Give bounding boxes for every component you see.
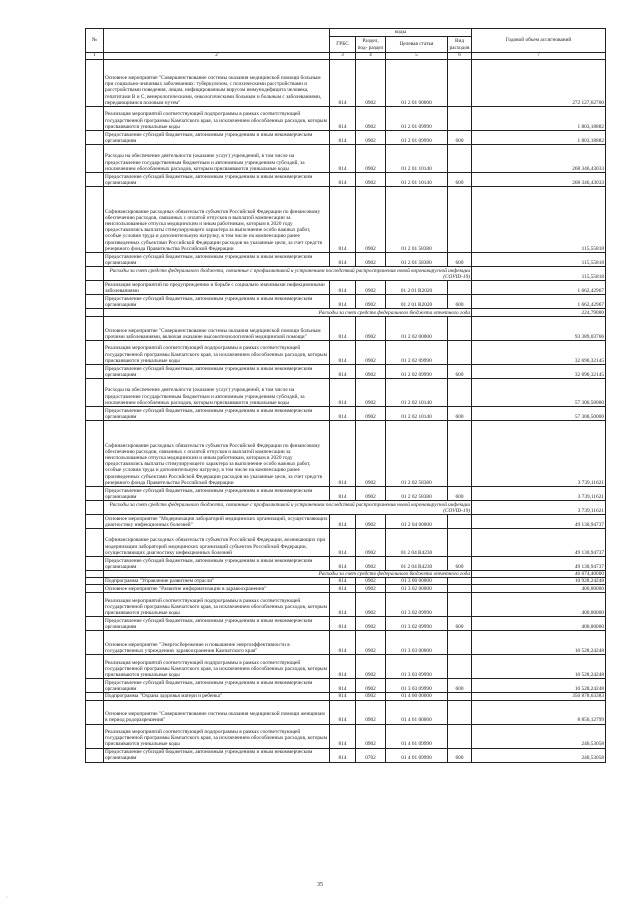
row-amount: 93 389,03766	[472, 317, 606, 341]
row-razdel: 0902	[356, 341, 386, 365]
row-target-article: 01 2 01 10140	[386, 173, 448, 187]
header-razdel: Раздел, под- раздел	[356, 37, 386, 53]
row-number-cell	[86, 700, 104, 724]
table-note-row	[86, 501, 606, 515]
row-razdel: 0902	[356, 655, 386, 679]
row-grbs: 814	[330, 748, 356, 762]
table-row	[86, 317, 606, 341]
row-razdel: 0902	[356, 60, 386, 107]
row-razdel: 0902	[356, 693, 386, 700]
row-expense-type	[448, 421, 472, 487]
row-razdel: 0902	[356, 173, 386, 187]
row-grbs: 814	[330, 379, 356, 407]
row-description: Предоставление субсидий бюджетным, автономным учреждениям и иным некоммерческим организациям	[104, 679, 330, 693]
row-grbs: 814	[330, 529, 356, 557]
table-row	[86, 187, 606, 253]
row-number-cell	[86, 748, 104, 762]
row-target-article: 01 4 00 00000	[386, 693, 448, 700]
row-razdel: 0902	[356, 187, 386, 253]
row-expense-type	[448, 529, 472, 557]
row-number-cell	[86, 529, 104, 557]
row-expense-type	[448, 724, 472, 748]
row-grbs: 814	[330, 407, 356, 421]
row-target-article: 01 2 01 10140	[386, 145, 448, 173]
row-grbs: 814	[330, 655, 356, 679]
row-number-cell	[86, 578, 104, 585]
row-description: Расходы на обеспечение деятельности (оказание услуг) учреждений, в том числе на предоставление государственным бюджетным и автономным учреждениям субсидий, за исключением обособленных расходов, которым присваиваются уникальные коды	[104, 379, 330, 407]
row-expense-type	[448, 107, 472, 131]
row-description: Реализация мероприятий соответствующей подпрограммы в рамках соответствующей государственной программы Камчатского края, за исключением обособленных расходов, которым присваиваются уникальные коды	[104, 655, 330, 679]
row-amount: 49 130,94737	[472, 557, 606, 571]
row-grbs: 814	[330, 187, 356, 253]
row-expense-type: 600	[448, 617, 472, 631]
row-grbs: 814	[330, 515, 356, 529]
row-number-cell	[86, 557, 104, 571]
row-target-article: 01 2 01 09990	[386, 107, 448, 131]
row-target-article: 01 3 03 00000	[386, 631, 448, 655]
header-expense-type: Вид расходов	[449, 38, 470, 51]
row-amount: 3 739,11621	[472, 487, 606, 501]
row-number-cell	[86, 145, 104, 173]
table-row	[86, 724, 606, 748]
row-grbs: 814	[330, 145, 356, 173]
row-description: Основное мероприятие "Совершенствование системы оказания медицинской помощи больным прочими заболеваниями, включая оказание высокотехнологичной медицинской помощи"	[104, 317, 330, 341]
row-razdel: 0902	[356, 145, 386, 173]
table-row	[86, 693, 606, 700]
row-expense-type: 600	[448, 557, 472, 571]
row-description: Подпрограмма "Управление развитием отрасли"	[104, 578, 330, 585]
row-amount: 46 674,40000	[472, 571, 606, 578]
row-number-cell	[86, 421, 104, 487]
row-number-cell	[86, 107, 104, 131]
table-row	[86, 365, 606, 379]
row-expense-type: 600	[448, 295, 472, 309]
row-grbs: 814	[330, 487, 356, 501]
row-razdel: 0902	[356, 585, 386, 593]
row-description: Предоставление субсидий бюджетным, автономным учреждениям и иным некоммерческим организациям	[104, 131, 330, 145]
table-row	[86, 421, 606, 487]
row-grbs: 814	[330, 679, 356, 693]
table-row	[86, 487, 606, 501]
column-index: 2	[104, 53, 330, 60]
row-expense-type	[448, 145, 472, 173]
row-expense-type	[448, 593, 472, 617]
row-amount: 10 528,24248	[472, 631, 606, 655]
header-number: №	[86, 29, 104, 53]
row-target-article: 01 2 01 R2020	[386, 281, 448, 295]
row-number-cell	[86, 365, 104, 379]
row-number-cell	[86, 593, 104, 617]
row-amount: 10 528,24248	[472, 655, 606, 679]
header-total: Годовой объем ассигнований	[472, 29, 606, 53]
row-amount: 32 690,32145	[472, 365, 606, 379]
row-number-cell	[86, 679, 104, 693]
row-grbs: 814	[330, 693, 356, 700]
row-grbs: 814	[330, 295, 356, 309]
row-razdel: 0902	[356, 107, 386, 131]
table-note-row	[86, 309, 606, 317]
row-expense-type	[448, 317, 472, 341]
row-number-cell	[86, 60, 104, 107]
table-row	[86, 557, 606, 571]
row-number-cell	[86, 253, 104, 267]
row-note-description: Расходы за счет средств федерального бюджета отчетного года	[104, 571, 472, 578]
row-number-cell	[86, 693, 104, 700]
header-grbs: ГРБС	[330, 37, 356, 53]
row-razdel: 0902	[356, 515, 386, 529]
row-description: Предоставление субсидий бюджетным, автономным учреждениям и иным некоммерческим организациям	[104, 407, 330, 421]
row-razdel: 0902	[356, 407, 386, 421]
row-number-cell	[86, 173, 104, 187]
row-grbs: 814	[330, 557, 356, 571]
row-description: Реализация мероприятий соответствующей подпрограммы в рамках соответствующей государственной программы Камчатского края, за исключением обособленных расходов, которым присваиваются уникальные коды	[104, 593, 330, 617]
row-expense-type: 600	[448, 131, 472, 145]
row-description: Основное мероприятие "Развитие информатизации в здравоохранении"	[104, 585, 330, 593]
row-expense-type	[448, 281, 472, 295]
row-number-cell	[86, 309, 104, 317]
row-description: Софинансирование расходных обязательств субъектов Российской Федерации по финансовому обеспечению расходов, связанных с оплатой отпусков и выплатой компенсации за неиспользованные отпуска медицинским и иным работникам, которым в 2020 году предоставлялись выплаты стимулирующего характера за выполнение особо важных работ, особые условия труда и дополнительную нагрузку, в том числе на компенсацию ранее произведенных субъектами Российской Федерации расходов на указанные цели, за счет средств резервного фонда Правительства Российской Федерации	[104, 187, 330, 253]
row-number-cell	[86, 187, 104, 253]
row-note-description: Расходы за счет средств федерального бюджета отчетного года	[104, 309, 472, 317]
row-expense-type	[448, 655, 472, 679]
row-number-cell	[86, 131, 104, 145]
table-row	[86, 515, 606, 529]
row-amount: 8 850,12799	[472, 700, 606, 724]
table-row	[86, 295, 606, 309]
row-razdel: 0902	[356, 295, 386, 309]
row-target-article: 01 3 02 00000	[386, 585, 448, 593]
row-amount: 10 528,24248	[472, 679, 606, 693]
row-description: Реализация мероприятий соответствующей подпрограммы в рамках соответствующей государственной программы Камчатского края, за исключением обособленных расходов, которым присваиваются уникальные коды	[104, 107, 330, 131]
table-row	[86, 107, 606, 131]
row-number-cell	[86, 267, 104, 281]
row-description: Предоставление субсидий бюджетным, автономным учреждениям и иным некоммерческим организациям	[104, 557, 330, 571]
row-target-article: 01 4 01 00000	[386, 700, 448, 724]
row-number-cell	[86, 724, 104, 748]
header-target-article: Целевая статья	[386, 37, 448, 53]
row-grbs: 814	[330, 593, 356, 617]
row-grbs: 814	[330, 173, 356, 187]
row-amount: 3 739,11621	[472, 501, 606, 515]
row-razdel: 0902	[356, 379, 386, 407]
row-description: Предоставление субсидий бюджетным, автономным учреждениям и иным некоммерческим организациям	[104, 173, 330, 187]
row-razdel: 0902	[356, 317, 386, 341]
row-target-article: 01 2 01 00000	[386, 60, 448, 107]
row-expense-type	[448, 631, 472, 655]
row-amount: 49 130,94737	[472, 515, 606, 529]
table-header	[86, 29, 606, 60]
row-razdel: 0902	[356, 617, 386, 631]
row-target-article: 01 2 01 58380	[386, 187, 448, 253]
row-target-article: 01 3 00 00000	[386, 578, 448, 585]
row-grbs: 814	[330, 317, 356, 341]
row-number-cell	[86, 379, 104, 407]
row-razdel: 0902	[356, 578, 386, 585]
row-expense-type	[448, 187, 472, 253]
row-amount: 268 346,43033	[472, 173, 606, 187]
row-target-article: 01 2 04 R4230	[386, 557, 448, 571]
row-expense-type: 600	[448, 253, 472, 267]
row-number-cell	[86, 585, 104, 593]
row-razdel: 0902	[356, 557, 386, 571]
row-expense-type	[448, 700, 472, 724]
row-expense-type	[448, 60, 472, 107]
row-expense-type	[448, 585, 472, 593]
header-codes: коды	[330, 29, 472, 37]
table-row	[86, 173, 606, 187]
row-grbs: 814	[330, 365, 356, 379]
table-row	[86, 748, 606, 762]
row-target-article: 01 3 03 09990	[386, 679, 448, 693]
row-target-article: 01 2 04 R4230	[386, 529, 448, 557]
column-index: 1	[86, 53, 104, 60]
budget-allocation-table	[85, 28, 606, 763]
row-razdel: 0902	[356, 131, 386, 145]
row-amount: 272 127,62700	[472, 60, 606, 107]
row-target-article: 01 4 01 09990	[386, 748, 448, 762]
row-grbs: 814	[330, 724, 356, 748]
row-expense-type	[448, 693, 472, 700]
row-number-cell	[86, 515, 104, 529]
column-index: 3	[330, 53, 356, 60]
table-row	[86, 578, 606, 585]
row-number-cell	[86, 281, 104, 295]
row-target-article: 01 2 04 00000	[386, 515, 448, 529]
table-row	[86, 341, 606, 365]
row-target-article: 01 2 01 R2020	[386, 295, 448, 309]
row-note-description: Расходы за счет средств федерального бюджета, связанные с профилактикой и устранением последствий распространения новой коронавирусной инфекции (COVID-19)	[104, 267, 472, 281]
row-target-article: 01 2 02 10140	[386, 379, 448, 407]
column-index: 5	[386, 53, 448, 60]
row-razdel: 0902	[356, 700, 386, 724]
row-description: Реализация мероприятий соответствующей подпрограммы в рамках соответствующей государственной программы Камчатского края, за исключением обособленных расходов, которым присваиваются уникальные коды	[104, 341, 330, 365]
row-amount: 240,53058	[472, 724, 606, 748]
row-description: Софинансирование расходных обязательств субъектов Российской Федерации по финансовому обеспечению расходов, связанных с оплатой отпусков и выплатой компенсации за неиспользованные отпуска медицинским и иным работникам, которым в 2020 году предоставлялись выплаты стимулирующего характера за выполнение особо важных работ, особые условия труда и дополнительную нагрузку, в том числе на компенсацию ранее произведенных субъектами Российской Федерации расходов на указанные цели, за счет средств резервного фонда Правительства Российской Федерации	[104, 421, 330, 487]
row-expense-type	[448, 578, 472, 585]
scan-mark: ·	[6, 895, 8, 901]
row-description: Реализация мероприятий соответствующей подпрограммы в рамках соответствующей государственной программы Камчатского края, за исключением обособленных расходов, которым присваиваются уникальные коды	[104, 724, 330, 748]
row-amount: 268 346,43033	[472, 145, 606, 173]
row-razdel: 0902	[356, 253, 386, 267]
row-razdel: 0902	[356, 679, 386, 693]
row-amount: 57 300,50000	[472, 407, 606, 421]
row-number-cell	[86, 617, 104, 631]
row-amount: 3 739,11621	[472, 421, 606, 487]
row-expense-type: 600	[448, 487, 472, 501]
row-amount: 115,55818	[472, 253, 606, 267]
row-amount: 400,00000	[472, 585, 606, 593]
row-grbs: 814	[330, 253, 356, 267]
row-target-article: 01 3 03 09990	[386, 655, 448, 679]
row-target-article: 01 3 02 09990	[386, 593, 448, 617]
row-description: Подпрограмма "Охрана здоровья матери и ребенка"	[104, 693, 330, 700]
column-index: 4	[356, 53, 386, 60]
row-description: Предоставление субсидий бюджетным, автономным учреждениям и иным некоммерческим организациям	[104, 748, 330, 762]
table-note-row	[86, 267, 606, 281]
table-row	[86, 407, 606, 421]
table-row	[86, 253, 606, 267]
row-description: Основное мероприятие "Совершенствование системы оказания медицинской помощи женщинам в период родоразрешения"	[104, 700, 330, 724]
row-target-article: 01 3 02 09990	[386, 617, 448, 631]
row-description: Расходы на обеспечение деятельности (оказание услуг) учреждений, в том числе на предоставление государственным бюджетным и автономным учреждениям субсидий, за исключением обособленных расходов, которым присваиваются уникальные коды	[104, 145, 330, 173]
row-description: Предоставление субсидий бюджетным, автономным учреждениям и иным некоммерческим организациям	[104, 365, 330, 379]
row-number-cell	[86, 655, 104, 679]
row-number-cell	[86, 487, 104, 501]
table-row	[86, 145, 606, 173]
row-number-cell	[86, 571, 104, 578]
row-number-cell	[86, 295, 104, 309]
row-description: Предоставление субсидий бюджетным, автономным учреждениям и иным некоммерческим организациям	[104, 487, 330, 501]
row-razdel: 0902	[356, 365, 386, 379]
row-expense-type	[448, 379, 472, 407]
row-amount: 115,55818	[472, 187, 606, 253]
row-razdel: 0902	[356, 631, 386, 655]
table-row	[86, 631, 606, 655]
row-number-cell	[86, 501, 104, 515]
row-expense-type: 600	[448, 365, 472, 379]
row-description: Предоставление субсидий бюджетным, автономным учреждениям и иным некоммерческим организациям	[104, 253, 330, 267]
page-number: 35	[317, 882, 323, 888]
row-description: Основное мероприятие "Модернизация лабораторий медицинских организаций, осуществляющих диагностику инфекционных болезней"	[105, 515, 328, 528]
table-row	[86, 593, 606, 617]
row-grbs: 814	[330, 281, 356, 295]
row-number-cell	[86, 341, 104, 365]
row-target-article: 01 2 02 09990	[386, 365, 448, 379]
row-target-article: 01 2 02 10140	[386, 407, 448, 421]
row-target-article: 01 2 02 58380	[386, 487, 448, 501]
table-row	[86, 529, 606, 557]
row-target-article: 01 2 02 09990	[386, 341, 448, 365]
row-amount: 49 130,94737	[472, 529, 606, 557]
row-razdel: 0902	[356, 421, 386, 487]
row-description: Реализация мероприятий по предупреждению и борьбе с социально значимыми инфекционными заболеваниями	[104, 281, 330, 295]
row-razdel: 0902	[356, 593, 386, 617]
row-expense-type	[448, 515, 472, 529]
row-number-cell	[86, 317, 104, 341]
row-grbs: 814	[330, 131, 356, 145]
table-row	[86, 700, 606, 724]
row-grbs: 814	[330, 631, 356, 655]
row-amount: 1 803,18882	[472, 131, 606, 145]
row-description: Основное мероприятие "Энергосбережение и повышение энергоэффективности в государственных учреждениях здравоохранения Камчатского края"	[104, 631, 330, 655]
row-grbs: 814	[330, 617, 356, 631]
row-amount: 1 662,42967	[472, 281, 606, 295]
row-amount: 115,55818	[472, 267, 606, 281]
row-amount: 1 662,42967	[472, 295, 606, 309]
table-body	[86, 60, 606, 763]
row-amount: 32 690,32145	[472, 341, 606, 365]
table-row	[86, 281, 606, 295]
row-note-description: Расходы за счет средств федерального бюджета, связанные с профилактикой и устранением последствий распространения новой коронавирусной инфекции (COVID-19)	[104, 501, 472, 515]
column-index: 7	[472, 53, 606, 60]
row-razdel: 0902	[356, 281, 386, 295]
row-amount: 1 803,18882	[472, 107, 606, 131]
row-target-article: 01 2 02 00000	[386, 317, 448, 341]
row-grbs: 814	[330, 60, 356, 107]
column-index: 6	[448, 53, 472, 60]
row-expense-type: 600	[448, 748, 472, 762]
row-amount: 224,79000	[472, 309, 606, 317]
table-row	[86, 655, 606, 679]
row-target-article: 01 4 01 09990	[386, 724, 448, 748]
row-amount: 400,00000	[472, 593, 606, 617]
row-amount: 240,53058	[472, 748, 606, 762]
row-description: Предоставление субсидий бюджетным, автономным учреждениям и иным некоммерческим организациям	[104, 295, 330, 309]
row-razdel: 0902	[356, 487, 386, 501]
row-amount: 57 300,50000	[472, 379, 606, 407]
row-expense-type: 600	[448, 173, 472, 187]
row-target-article: 01 2 01 09990	[386, 131, 448, 145]
table-row	[86, 585, 606, 593]
row-razdel: 0902	[356, 724, 386, 748]
row-number-cell	[86, 407, 104, 421]
header-description	[104, 29, 330, 53]
row-razdel: 0902	[356, 529, 386, 557]
table-row	[86, 379, 606, 407]
row-expense-type	[448, 341, 472, 365]
row-grbs: 814	[330, 578, 356, 585]
row-razdel: 0702	[356, 748, 386, 762]
row-amount: 400,00000	[472, 617, 606, 631]
table-row	[86, 617, 606, 631]
row-target-article: 01 2 02 58380	[386, 421, 448, 487]
row-grbs: 814	[330, 107, 356, 131]
table-note-row	[86, 571, 606, 578]
row-grbs: 814	[330, 585, 356, 593]
table-row	[86, 60, 606, 107]
row-amount: 350 878,63383	[472, 693, 606, 700]
row-number-cell	[86, 631, 104, 655]
row-description: Софинансирование расходных обязательств субъектов Российской Федерации, возникающих при модернизации лабораторий медицинских организаций субъектов Российской Федерации, осуществляющих диагностику инфекционных болезней	[104, 529, 330, 557]
row-grbs: 814	[330, 421, 356, 487]
row-grbs: 814	[330, 341, 356, 365]
row-expense-type: 600	[448, 407, 472, 421]
row-target-article: 01 2 01 58380	[386, 253, 448, 267]
row-amount: 10 928,24248	[472, 578, 606, 585]
row-expense-type: 600	[448, 679, 472, 693]
row-grbs: 814	[330, 700, 356, 724]
row-description: Предоставление субсидий бюджетным, автономным учреждениям и иным некоммерческим организациям	[104, 617, 330, 631]
table-row	[86, 679, 606, 693]
table-row	[86, 131, 606, 145]
row-description: Основное мероприятие "Совершенствование системы оказания медицинской помощи больным при социально-значимых заболеваниях: туберкулезом, с психическими расстройствами и расстройствами поведения, лицам, инфицированным вирусом иммунодефицита человека, гепатитами В и С, венерологическими, онкологическими больным и больным с заболеваниями, передающимися половым путем"	[104, 60, 330, 107]
